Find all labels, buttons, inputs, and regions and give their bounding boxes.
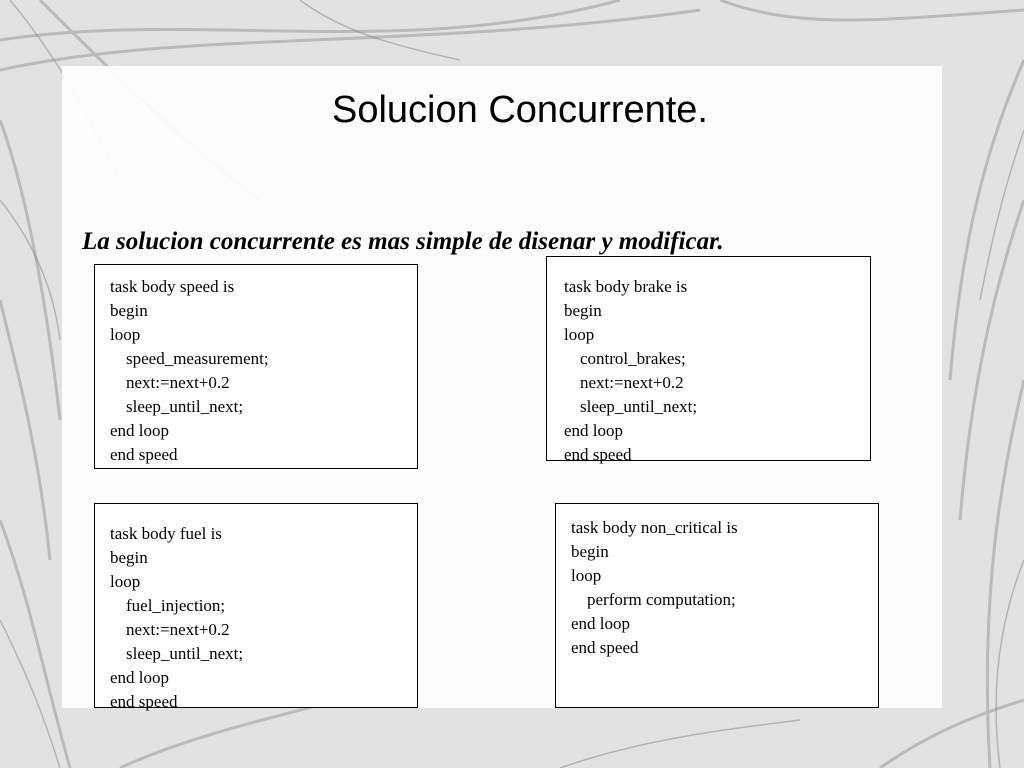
code-line: sleep_until_next;	[126, 397, 244, 416]
code-line: loop	[571, 566, 602, 585]
slide-title: Solucion Concurrente.	[332, 89, 708, 131]
code-line: loop	[564, 325, 595, 344]
code-line: begin	[571, 542, 609, 561]
code-line: end loop	[110, 668, 170, 687]
code-box-non-critical	[555, 503, 879, 708]
code-line: end loop	[571, 614, 631, 633]
code-line: perform computation;	[587, 590, 736, 609]
code-line: end loop	[564, 421, 624, 440]
code-line: sleep_until_next;	[580, 397, 698, 416]
code-line: task body speed is	[110, 277, 235, 296]
code-line: speed_measurement;	[126, 349, 269, 368]
code-line: fuel_injection;	[126, 596, 226, 615]
code-line: begin	[110, 301, 148, 320]
code-line: loop	[110, 325, 141, 344]
code-line: loop	[110, 572, 141, 591]
code-line: next:=next+0.2	[580, 373, 684, 392]
slide-subtitle: La solucion concurrente es mas simple de disenar y modificar.	[82, 228, 724, 255]
code-line: begin	[564, 301, 602, 320]
code-line: task body brake is	[564, 277, 688, 296]
code-line: control_brakes;	[580, 349, 686, 368]
code-line: next:=next+0.2	[126, 373, 230, 392]
code-line: end speed	[110, 692, 178, 711]
code-line: sleep_until_next;	[126, 644, 244, 663]
code-line: task body fuel is	[110, 524, 222, 543]
code-line: task body non_critical is	[571, 518, 738, 537]
code-box-fuel	[94, 503, 418, 711]
code-box-speed	[94, 264, 418, 469]
code-box-brake	[546, 256, 871, 464]
code-line: next:=next+0.2	[126, 620, 230, 639]
code-line: end speed	[564, 445, 632, 464]
code-line: begin	[110, 548, 148, 567]
code-line: end loop	[110, 421, 170, 440]
code-line: end speed	[110, 445, 178, 464]
code-line: end speed	[571, 638, 639, 657]
